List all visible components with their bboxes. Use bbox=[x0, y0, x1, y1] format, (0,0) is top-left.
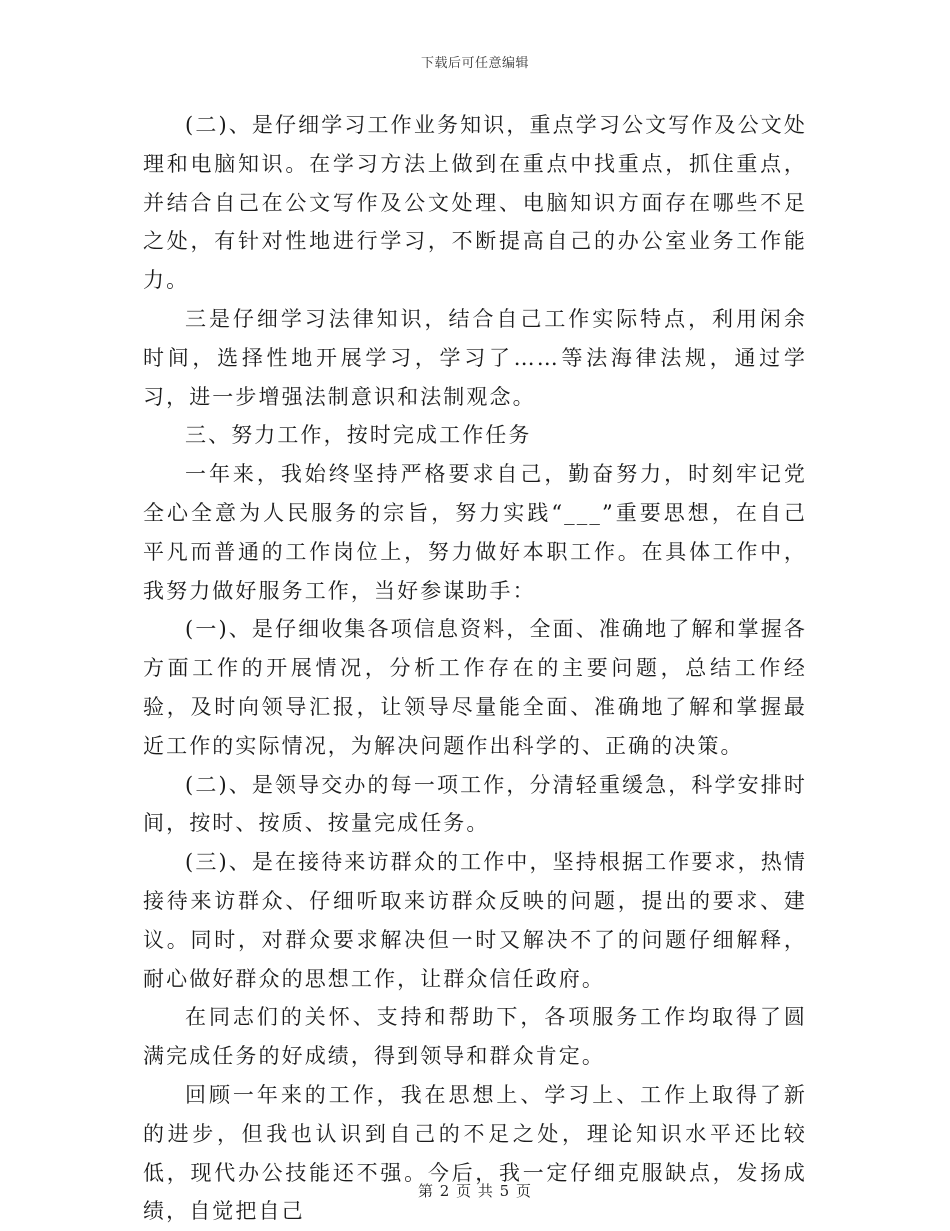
paragraph: 在同志们的关怀、支持和帮助下，各项服务工作均取得了圆满完成任务的好成绩，得到领导和群众肯定。 bbox=[143, 1005, 807, 1069]
document-body bbox=[143, 106, 807, 1231]
section-heading: 三、努力工作，按时完成工作任务 bbox=[185, 423, 532, 448]
paragraph: 三是仔细学习法律知识，结合自己工作实际特点，利用闲余时间，选择性地开展学习，学习了……等法海律法规，通过学习，进一步增强法制意识和法制观念。 bbox=[143, 306, 807, 409]
paragraph: (一)、是仔细收集各项信息资料，全面、准确地了解和掌握各方面工作的开展情况，分析工作存在的主要问题，总结工作经验，及时向领导汇报，让领导尽量能全面、准确地了解和掌握最近工作的实际情况，为解决问题作出科学的、正确的决策。 bbox=[143, 617, 807, 758]
page-header: 下载后可任意编辑 bbox=[420, 56, 529, 71]
paragraph: (二)、是仔细学习工作业务知识，重点学习公文写作及公文处理和电脑知识。在学习方法上做到在重点中找重点，抓住重点，并结合自己在公文写作及公文处理、电脑知识方面存在哪些不足之处，有针对性地进行学习，不断提高自己的办公室业务工作能力。 bbox=[143, 113, 807, 293]
paragraph: 一年来，我始终坚持严格要求自己，勤奋努力，时刻牢记党全心全意为人民服务的宗旨，努力实践“___”重要思想，在自己平凡而普通的工作岗位上，努力做好本职工作。在具体工作中，我努力做好服务工作，当好参谋助手： bbox=[143, 462, 807, 603]
page-number: 第 2 页 共 5 页 bbox=[418, 1182, 532, 1200]
paragraph: (二)、是领导交办的每一项工作，分清轻重缓急，科学安排时间，按时、按质、按量完成任务。 bbox=[143, 772, 807, 836]
paragraph: (三)、是在接待来访群众的工作中，坚持根据工作要求，热情接待来访群众、仔细听取来访群众反映的问题，提出的要求、建议。同时，对群众要求解决但一时又解决不了的问题仔细解释，耐心做好群众的思想工作，让群众信任政府。 bbox=[143, 850, 807, 991]
paragraph: 回顾一年来的工作，我在思想上、学习上、工作上取得了新的进步，但我也认识到自己的不足之处，理论知识水平还比较低，现代办公技能还不强。今后，我一定仔细克服缺点，发扬成绩，自觉把自己 bbox=[143, 1082, 807, 1224]
